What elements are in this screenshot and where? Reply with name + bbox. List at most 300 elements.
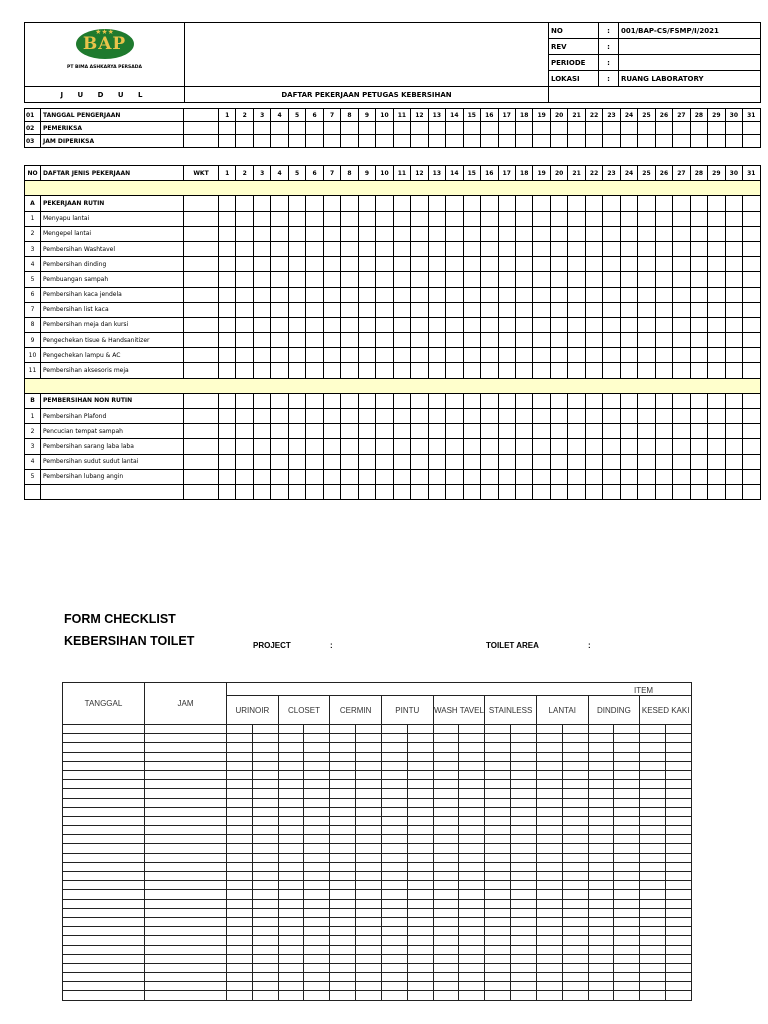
check-cell[interactable] [252, 963, 278, 972]
check-cell[interactable] [690, 424, 707, 439]
check-cell[interactable] [533, 424, 550, 439]
check-cell[interactable] [708, 196, 725, 211]
check-cell[interactable] [562, 734, 588, 743]
check-cell[interactable] [271, 439, 288, 454]
check-cell[interactable] [463, 469, 480, 484]
check-cell[interactable] [638, 241, 655, 256]
check-cell[interactable] [536, 945, 562, 954]
check-cell[interactable] [252, 991, 278, 1000]
check-cell[interactable] [533, 196, 550, 211]
check-cell[interactable] [515, 424, 532, 439]
jam-cell[interactable] [145, 991, 227, 1000]
check-cell[interactable] [620, 454, 637, 469]
check-cell[interactable] [550, 226, 567, 241]
check-cell[interactable] [236, 302, 253, 317]
check-cell[interactable] [585, 257, 602, 272]
check-cell[interactable] [536, 789, 562, 798]
check-cell[interactable] [481, 211, 498, 226]
check-cell[interactable] [341, 333, 358, 348]
wkt-cell[interactable] [184, 409, 219, 424]
check-cell[interactable] [411, 363, 428, 378]
check-cell[interactable] [708, 211, 725, 226]
check-cell[interactable] [227, 743, 253, 752]
check-cell[interactable] [515, 348, 532, 363]
check-cell[interactable] [603, 241, 620, 256]
check-cell[interactable] [614, 734, 640, 743]
check-cell[interactable] [393, 211, 410, 226]
check-cell[interactable] [459, 899, 485, 908]
check-cell[interactable] [393, 196, 410, 211]
jam-cell[interactable] [145, 862, 227, 871]
check-cell[interactable] [393, 317, 410, 332]
check-cell[interactable] [690, 211, 707, 226]
check-cell[interactable] [330, 761, 356, 770]
check-cell[interactable] [252, 816, 278, 825]
check-cell[interactable] [603, 333, 620, 348]
wkt-cell[interactable] [184, 196, 219, 211]
jam-cell[interactable] [145, 890, 227, 899]
check-cell[interactable] [511, 890, 537, 899]
check-cell[interactable] [428, 424, 445, 439]
check-cell[interactable] [304, 743, 330, 752]
check-cell[interactable] [219, 226, 236, 241]
check-cell[interactable] [485, 853, 511, 862]
check-cell[interactable] [536, 734, 562, 743]
check-cell[interactable] [666, 844, 692, 853]
check-cell[interactable] [498, 226, 515, 241]
check-cell[interactable] [271, 348, 288, 363]
check-cell[interactable] [743, 211, 760, 226]
check-cell[interactable] [252, 982, 278, 991]
check-cell[interactable] [614, 725, 640, 734]
check-cell[interactable] [411, 287, 428, 302]
check-cell[interactable] [511, 963, 537, 972]
check-cell[interactable] [376, 317, 393, 332]
check-cell[interactable] [640, 908, 666, 917]
check-cell[interactable] [252, 862, 278, 871]
check-cell[interactable] [356, 881, 382, 890]
check-cell[interactable] [638, 257, 655, 272]
check-cell[interactable] [708, 409, 725, 424]
check-cell[interactable] [428, 409, 445, 424]
check-cell[interactable] [304, 917, 330, 926]
check-cell[interactable] [588, 954, 614, 963]
check-cell[interactable] [252, 973, 278, 982]
check-cell[interactable] [640, 982, 666, 991]
check-cell[interactable] [481, 272, 498, 287]
wkt-cell[interactable] [184, 439, 219, 454]
day-cell[interactable] [533, 122, 550, 135]
check-cell[interactable] [743, 302, 760, 317]
check-cell[interactable] [358, 226, 375, 241]
check-cell[interactable] [511, 982, 537, 991]
check-cell[interactable] [356, 991, 382, 1000]
info-cell[interactable] [184, 109, 219, 122]
check-cell[interactable] [585, 272, 602, 287]
check-cell[interactable] [376, 484, 393, 499]
check-cell[interactable] [330, 908, 356, 917]
check-cell[interactable] [323, 333, 340, 348]
check-cell[interactable] [278, 890, 304, 899]
check-cell[interactable] [533, 393, 550, 408]
check-cell[interactable] [459, 936, 485, 945]
check-cell[interactable] [330, 862, 356, 871]
check-cell[interactable] [376, 393, 393, 408]
check-cell[interactable] [433, 973, 459, 982]
check-cell[interactable] [306, 257, 323, 272]
tanggal-cell[interactable] [63, 872, 145, 881]
check-cell[interactable] [708, 333, 725, 348]
check-cell[interactable] [673, 348, 690, 363]
check-cell[interactable] [227, 798, 253, 807]
check-cell[interactable] [407, 816, 433, 825]
check-cell[interactable] [620, 363, 637, 378]
check-cell[interactable] [358, 211, 375, 226]
check-cell[interactable] [550, 469, 567, 484]
check-cell[interactable] [433, 917, 459, 926]
check-cell[interactable] [278, 936, 304, 945]
check-cell[interactable] [620, 272, 637, 287]
check-cell[interactable] [393, 454, 410, 469]
check-cell[interactable] [306, 424, 323, 439]
check-cell[interactable] [356, 789, 382, 798]
check-cell[interactable] [252, 761, 278, 770]
check-cell[interactable] [725, 424, 742, 439]
check-cell[interactable] [407, 853, 433, 862]
check-cell[interactable] [358, 393, 375, 408]
check-cell[interactable] [638, 363, 655, 378]
check-cell[interactable] [407, 881, 433, 890]
check-cell[interactable] [588, 807, 614, 816]
check-cell[interactable] [323, 272, 340, 287]
check-cell[interactable] [376, 348, 393, 363]
check-cell[interactable] [743, 196, 760, 211]
check-cell[interactable] [358, 272, 375, 287]
check-cell[interactable] [638, 317, 655, 332]
check-cell[interactable] [708, 287, 725, 302]
check-cell[interactable] [358, 484, 375, 499]
check-cell[interactable] [666, 982, 692, 991]
check-cell[interactable] [481, 302, 498, 317]
check-cell[interactable] [330, 816, 356, 825]
check-cell[interactable] [341, 241, 358, 256]
check-cell[interactable] [533, 211, 550, 226]
day-cell[interactable] [638, 122, 655, 135]
check-cell[interactable] [568, 241, 585, 256]
check-cell[interactable] [463, 484, 480, 499]
check-cell[interactable] [485, 725, 511, 734]
check-cell[interactable] [433, 752, 459, 761]
check-cell[interactable] [550, 302, 567, 317]
check-cell[interactable] [278, 826, 304, 835]
check-cell[interactable] [411, 257, 428, 272]
check-cell[interactable] [588, 798, 614, 807]
check-cell[interactable] [393, 257, 410, 272]
check-cell[interactable] [463, 424, 480, 439]
check-cell[interactable] [278, 917, 304, 926]
check-cell[interactable] [640, 798, 666, 807]
check-cell[interactable] [253, 302, 270, 317]
check-cell[interactable] [673, 211, 690, 226]
check-cell[interactable] [511, 835, 537, 844]
tanggal-cell[interactable] [63, 963, 145, 972]
tanggal-cell[interactable] [63, 927, 145, 936]
check-cell[interactable] [376, 439, 393, 454]
check-cell[interactable] [620, 409, 637, 424]
check-cell[interactable] [323, 439, 340, 454]
day-cell[interactable] [743, 135, 760, 148]
check-cell[interactable] [356, 872, 382, 881]
check-cell[interactable] [515, 363, 532, 378]
check-cell[interactable] [411, 196, 428, 211]
check-cell[interactable] [428, 302, 445, 317]
check-cell[interactable] [585, 484, 602, 499]
check-cell[interactable] [407, 982, 433, 991]
check-cell[interactable] [515, 272, 532, 287]
tanggal-cell[interactable] [63, 725, 145, 734]
day-cell[interactable] [725, 135, 742, 148]
check-cell[interactable] [306, 393, 323, 408]
check-cell[interactable] [330, 982, 356, 991]
check-cell[interactable] [481, 424, 498, 439]
check-cell[interactable] [620, 257, 637, 272]
check-cell[interactable] [655, 363, 672, 378]
check-cell[interactable] [743, 393, 760, 408]
check-cell[interactable] [640, 734, 666, 743]
check-cell[interactable] [655, 226, 672, 241]
tanggal-cell[interactable] [63, 881, 145, 890]
check-cell[interactable] [673, 409, 690, 424]
check-cell[interactable] [330, 807, 356, 816]
check-cell[interactable] [446, 287, 463, 302]
check-cell[interactable] [614, 881, 640, 890]
check-cell[interactable] [407, 991, 433, 1000]
check-cell[interactable] [603, 211, 620, 226]
check-cell[interactable] [655, 287, 672, 302]
check-cell[interactable] [288, 317, 305, 332]
check-cell[interactable] [588, 927, 614, 936]
tanggal-cell[interactable] [63, 936, 145, 945]
check-cell[interactable] [511, 770, 537, 779]
check-cell[interactable] [271, 211, 288, 226]
check-cell[interactable] [227, 954, 253, 963]
check-cell[interactable] [655, 484, 672, 499]
tanggal-cell[interactable] [63, 982, 145, 991]
check-cell[interactable] [433, 798, 459, 807]
check-cell[interactable] [341, 196, 358, 211]
check-cell[interactable] [407, 872, 433, 881]
check-cell[interactable] [252, 853, 278, 862]
check-cell[interactable] [271, 226, 288, 241]
check-cell[interactable] [253, 484, 270, 499]
check-cell[interactable] [227, 816, 253, 825]
check-cell[interactable] [330, 991, 356, 1000]
check-cell[interactable] [381, 826, 407, 835]
check-cell[interactable] [620, 211, 637, 226]
check-cell[interactable] [640, 890, 666, 899]
check-cell[interactable] [511, 899, 537, 908]
check-cell[interactable] [568, 409, 585, 424]
check-cell[interactable] [588, 835, 614, 844]
check-cell[interactable] [588, 936, 614, 945]
check-cell[interactable] [381, 734, 407, 743]
check-cell[interactable] [562, 899, 588, 908]
check-cell[interactable] [433, 927, 459, 936]
check-cell[interactable] [407, 973, 433, 982]
check-cell[interactable] [459, 853, 485, 862]
check-cell[interactable] [562, 945, 588, 954]
check-cell[interactable] [588, 734, 614, 743]
check-cell[interactable] [511, 752, 537, 761]
check-cell[interactable] [304, 982, 330, 991]
check-cell[interactable] [708, 317, 725, 332]
check-cell[interactable] [725, 287, 742, 302]
check-cell[interactable] [304, 798, 330, 807]
check-cell[interactable] [227, 752, 253, 761]
check-cell[interactable] [640, 963, 666, 972]
check-cell[interactable] [459, 963, 485, 972]
check-cell[interactable] [620, 469, 637, 484]
check-cell[interactable] [533, 469, 550, 484]
check-cell[interactable] [393, 484, 410, 499]
check-cell[interactable] [638, 348, 655, 363]
check-cell[interactable] [614, 899, 640, 908]
check-cell[interactable] [356, 770, 382, 779]
check-cell[interactable] [219, 257, 236, 272]
check-cell[interactable] [252, 734, 278, 743]
check-cell[interactable] [393, 241, 410, 256]
check-cell[interactable] [690, 348, 707, 363]
check-cell[interactable] [515, 454, 532, 469]
check-cell[interactable] [481, 333, 498, 348]
check-cell[interactable] [407, 752, 433, 761]
jam-cell[interactable] [145, 945, 227, 954]
check-cell[interactable] [511, 881, 537, 890]
check-cell[interactable] [614, 945, 640, 954]
check-cell[interactable] [323, 317, 340, 332]
check-cell[interactable] [536, 862, 562, 871]
check-cell[interactable] [446, 272, 463, 287]
check-cell[interactable] [536, 798, 562, 807]
day-cell[interactable] [481, 122, 498, 135]
check-cell[interactable] [485, 927, 511, 936]
tanggal-cell[interactable] [63, 743, 145, 752]
check-cell[interactable] [690, 287, 707, 302]
check-cell[interactable] [743, 287, 760, 302]
check-cell[interactable] [278, 963, 304, 972]
tanggal-cell[interactable] [63, 908, 145, 917]
check-cell[interactable] [536, 908, 562, 917]
check-cell[interactable] [330, 853, 356, 862]
check-cell[interactable] [638, 302, 655, 317]
check-cell[interactable] [614, 789, 640, 798]
check-cell[interactable] [407, 890, 433, 899]
check-cell[interactable] [463, 317, 480, 332]
check-cell[interactable] [253, 287, 270, 302]
check-cell[interactable] [411, 302, 428, 317]
check-cell[interactable] [481, 393, 498, 408]
day-cell[interactable] [446, 135, 463, 148]
check-cell[interactable] [433, 963, 459, 972]
check-cell[interactable] [550, 317, 567, 332]
check-cell[interactable] [511, 789, 537, 798]
check-cell[interactable] [304, 899, 330, 908]
check-cell[interactable] [533, 302, 550, 317]
check-cell[interactable] [640, 881, 666, 890]
day-cell[interactable] [673, 122, 690, 135]
check-cell[interactable] [498, 454, 515, 469]
check-cell[interactable] [446, 302, 463, 317]
check-cell[interactable] [358, 317, 375, 332]
check-cell[interactable] [511, 844, 537, 853]
check-cell[interactable] [459, 743, 485, 752]
check-cell[interactable] [428, 211, 445, 226]
check-cell[interactable] [481, 469, 498, 484]
check-cell[interactable] [603, 302, 620, 317]
check-cell[interactable] [725, 348, 742, 363]
day-cell[interactable] [393, 135, 410, 148]
check-cell[interactable] [562, 927, 588, 936]
check-cell[interactable] [393, 424, 410, 439]
check-cell[interactable] [227, 917, 253, 926]
check-cell[interactable] [536, 963, 562, 972]
day-cell[interactable] [446, 122, 463, 135]
check-cell[interactable] [219, 317, 236, 332]
check-cell[interactable] [463, 348, 480, 363]
check-cell[interactable] [588, 761, 614, 770]
check-cell[interactable] [614, 973, 640, 982]
wkt-cell[interactable] [184, 424, 219, 439]
check-cell[interactable] [603, 439, 620, 454]
check-cell[interactable] [446, 439, 463, 454]
check-cell[interactable] [433, 725, 459, 734]
check-cell[interactable] [330, 881, 356, 890]
check-cell[interactable] [304, 853, 330, 862]
jam-cell[interactable] [145, 789, 227, 798]
check-cell[interactable] [459, 835, 485, 844]
check-cell[interactable] [306, 211, 323, 226]
check-cell[interactable] [323, 211, 340, 226]
check-cell[interactable] [562, 743, 588, 752]
check-cell[interactable] [485, 835, 511, 844]
check-cell[interactable] [673, 317, 690, 332]
check-cell[interactable] [515, 241, 532, 256]
wkt-cell[interactable] [184, 241, 219, 256]
check-cell[interactable] [690, 226, 707, 241]
check-cell[interactable] [562, 780, 588, 789]
check-cell[interactable] [588, 826, 614, 835]
check-cell[interactable] [620, 333, 637, 348]
check-cell[interactable] [614, 954, 640, 963]
check-cell[interactable] [481, 317, 498, 332]
check-cell[interactable] [252, 752, 278, 761]
blank-cell[interactable] [41, 484, 184, 499]
check-cell[interactable] [568, 333, 585, 348]
check-cell[interactable] [376, 196, 393, 211]
check-cell[interactable] [640, 927, 666, 936]
check-cell[interactable] [459, 780, 485, 789]
check-cell[interactable] [358, 241, 375, 256]
check-cell[interactable] [407, 798, 433, 807]
check-cell[interactable] [304, 752, 330, 761]
check-cell[interactable] [640, 954, 666, 963]
check-cell[interactable] [407, 844, 433, 853]
check-cell[interactable] [533, 272, 550, 287]
check-cell[interactable] [323, 257, 340, 272]
check-cell[interactable] [252, 780, 278, 789]
check-cell[interactable] [666, 743, 692, 752]
check-cell[interactable] [459, 862, 485, 871]
